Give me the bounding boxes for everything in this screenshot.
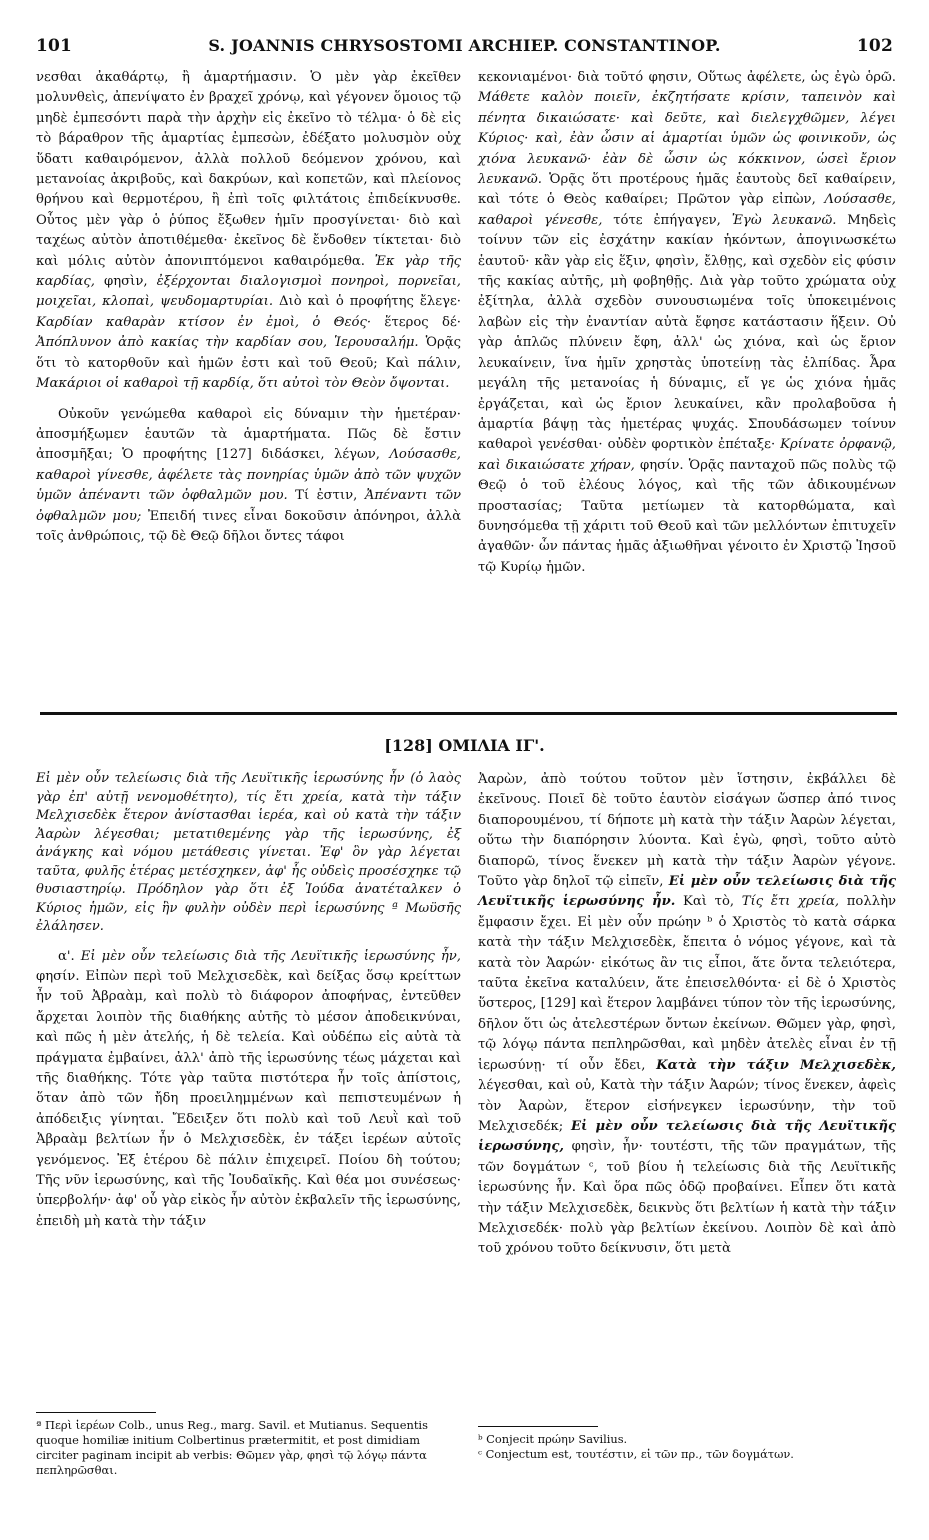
page-number-right: 102: [856, 36, 893, 56]
text-run: Διὸ καὶ ὁ προφήτης ἔλεγε·: [273, 294, 461, 310]
paragraph: [478, 770, 896, 1260]
text-run: τότε ἐπήγαγεν,: [602, 212, 732, 228]
text-run: Καὶ τὸ,: [675, 894, 742, 910]
footnote-c: ᶜ Conjectum est, τουτέστιν, εἰ τῶν πρ., τῶν δογμάτων.: [478, 1447, 794, 1461]
section-number: α'.: [58, 948, 81, 964]
quotation: Καρδίαν καθαρὰν κτίσον ἐν ἐμοὶ, ὁ Θεός·: [36, 314, 372, 330]
quotation: Μάθετε καλὸν ποιεῖν, ἐκζητήσατε κρίσιν, ταπεινὸν καὶ πένητα δικαιώσατε· καὶ δεῦτε, καὶ διελεγχθῶμεν, λέγει Κύριος· καὶ, ἐὰν ὦσιν αἱ ἁμαρτίαι ὑμῶν ὡς φοινικοῦν, ὡς χιόνα λευκανῶ· ἐὰν δὲ ὦσιν ὡς κόκκινον, ὡσεὶ ἔριον λευκανῶ.: [478, 90, 896, 188]
text-run: νεσθαι ἀκαθάρτῳ, ἢ ἁμαρτήμασιν. Ὁ μὲν γὰρ ἐκεῖθεν μολυνθεὶς, ἀπενίψατο ἐν βραχεῖ χρόνῳ, καὶ γέγονεν ὅμοιος τῷ μηδὲ ἐμπεσόντι παρὰ τὴν ἀρχὴν εἰς ἐκεῖνο τὸ τέλμα· ὁ δὲ εἰς τὸ βάραθρον τῆς ἁμαρτίας ἐμπεσὼν, ἐδέξατο μολυσμὸν οὐχ ὕδατι καθαιρόμενον, ἀλλὰ πολλοῦ δεόμενον χρόνου, καὶ μετανοίας ἀκριβοῦς, καὶ δακρύων, καὶ κοπετῶν, καὶ πλείονος θρήνου καὶ θερμοτέρου, ἢ ἐπὶ τοῖς φιλτάτοις ἐπιδείκνυσθε. Οὗτος μὲν γὰρ ὁ ῥύπος ἔξωθεν ἡμῖν προσγίνεται· διὸ καὶ ταχέως αὐτὸν ἀποτιθέμεθα· ἐκεῖνος δὲ ἔνδοθεν τίκτεται· διὸ καὶ μόλις αὐτὸν ἀπονιπτόμενοι καθαιρόμεθα.: [36, 70, 461, 269]
text-run: Μηδεὶς τοίνυν τῶν εἰς ἐσχάτην κακίαν ἡκόντων, ἀπογινωσκέτω ἑαυτοῦ· κἂν γὰρ εἰς ἕξιν, φησὶν, ἔλθῃς, καὶ σχεδὸν εἰς φύσιν τῆς κακίας αὐτῆς, μὴ φοβηθῇς. Διὰ γὰρ τοῦτο χρώματα οὐχ ἐξίτηλα, ἀλλὰ σχεδὸν συνουσιωμένα τοῖς ὑποκειμένοις λαβὼν εἰς τὴν ἐναντίαν αὐτὰ ἔφησε κατάστασιν ἥξειν. Οὐ γὰρ ἁπλῶς πλύνειν ἔφη, ἀλλ' ὡς χιόνα, καὶ ὡς ἔριον λευκαίνειν, ἵνα ἡμῖν χρηστὰς ὑποτείνῃ τὰς ἐλπίδας. Ἆρα μεγάλη τῆς μετανοίας ἡ δύναμις, εἴ γε ὡς χιόνα ἡμᾶς ἐργάζεται, καὶ ὡς ἔριον λευκαίνει, κἂν προλαβοῦσα ἡ ἁμαρτία βάψῃ τὰς ἡμετέρας ψυχάς. Σπουδάσωμεν τοίνυν καθαροὶ γενέσθαι· οὐδὲν φορτικὸν ἐπέταξε·: [478, 212, 896, 453]
left-column-top: [36, 68, 461, 557]
quotation: Εἰ μὲν οὖν τελείωσις διὰ τῆς Λευϊτικῆς ἱερωσύνης ἦν,: [80, 948, 462, 964]
quotation: Εἰ μὲν οὖν τελείωσις διὰ τῆς Λευϊτικῆς ἱερωσύνης ἦν.: [478, 874, 896, 910]
text-run: λέγεσθαι, καὶ οὐ, Κατὰ τὴν τάξιν Ἀαρών; τίνος ἕνεκεν, ἀφεὶς τὸν Ἀαρὼν, ἕτερον εἰσήνεγκεν ἱερωσύνην, τὴν τοῦ Μελχισεδέκ;: [478, 1078, 896, 1134]
text-run: φησὶν, ἦν· τουτέστι, τῆς τῶν πραγμάτων, τῆς τῶν δογμάτων ᶜ, τοῦ βίου ἡ τελείωσις διὰ τῆς Λευϊτικῆς ἱερωσύνης ἦν. Καὶ ὅρα πῶς ὁδῷ προβαίνει. Εἶπεν ὅτι κατὰ τὴν τάξιν Μελχισεδὲκ, δεικνὺς ὅτι βελτίων ἡ κατὰ τὴν τάξιν Μελχισεδέκ· πολὺ γὰρ βελτίων ἐκείνου. Λοιπὸν δὲ καὶ ἀπὸ τοῦ χρόνου τοῦτο δείκνυσιν, ὅτι μετὰ: [478, 1139, 896, 1257]
right-column-bottom: [478, 770, 896, 1270]
quotation: Λούσασθε, καθαροὶ γένεσθε,: [478, 192, 896, 228]
footnote-rule: [36, 1412, 156, 1413]
section-divider: [40, 712, 897, 715]
text-run: πολλὴν ἔμφασιν ἔχει. Εἰ μὲν οὖν πρώην ᵇ ὁ Χριστὸς τὸ κατὰ σάρκα κατὰ τὴν τάξιν Μελχισεδὲκ, ἔπειτα ὁ νόμος γέγονε, καὶ τὰ κατὰ τὸν Ἀαρών· εἰκότως ἂν τις εἶποι, ἅτε ὄντα τελειότερα, ταῦτα ἐκεῖνα καταλύειν, ἅτε ἐπεισελθόντα· εἰ δὲ ὁ Χριστὸς ὕστερος, [129] καὶ ἕτερον λαμβάνει τύπον τὸν τῆς ἱερωσύνης, δῆλον ὅτι ὡς ἀτελεστέρων ὄντων ἐκείνων. Θῶμεν γὰρ, φησὶ, τῷ λόγῳ πάντα πεπληρῶσθαι, καὶ μηδὲν ἀτελὲς εἶναι ἐν τῇ ἱερωσύνῃ· τί οὖν ἔδει,: [478, 894, 896, 1073]
paragraph: [478, 68, 896, 578]
footnote-b: ᵇ Conjecit πρώην Savilius.: [478, 1432, 628, 1446]
quotation: Τίς ἔτι χρεία,: [741, 894, 840, 910]
page-header: [36, 36, 893, 60]
quotation: Εἰ μὲν οὖν τελείωσις διὰ τῆς Λευϊτικῆς ἱερωσύνης,: [478, 1118, 896, 1155]
text-run: κεκονιαμένοι· διὰ τοῦτό φησιν, Οὕτως ἀφέλετε, ὡς ἐγὼ ὁρῶ.: [478, 70, 896, 85]
text-run: Ὁρᾷς ὅτι τὸ κατορθοῦν καὶ ἡμῶν ἐστι καὶ τοῦ Θεοῦ; Καὶ πάλιν,: [36, 335, 461, 371]
quotation: Ἀπέναντι τῶν ὀφθαλμῶν μου;: [36, 488, 462, 524]
text-run: φησίν. Ὁρᾷς πανταχοῦ πῶς πολὺς τῷ Θεῷ ὁ τοῦ ἐλέους λόγος, καὶ τῆς τῶν ἀδικουμένων προστασίας; Ταῦτα μετίωμεν τὰ κατορθώματα, καὶ δυνησόμεθα τῇ χάριτι τοῦ Θεοῦ καὶ τῶν μελλόντων ἐπιτυχεῖν ἀγαθῶν· ὧν πάντας ἡμᾶς ἀξιωθῆναι γένοιτο ἐν Χριστῷ Ἰησοῦ τῷ Κυρίῳ ἡμῶν.: [478, 457, 896, 575]
quotation: ἐξέρχονται διαλογισμοὶ πονηροὶ, πορνεῖαι, μοιχεῖαι, κλοπαὶ, ψευδομαρτυρίαι.: [36, 274, 461, 310]
quotation: Κατὰ τὴν τάξιν Μελχισεδὲκ,: [656, 1057, 896, 1073]
homily-heading: [128] ΟΜΙΛΙΑ ΙΓ'.: [384, 736, 545, 755]
text-run: ἕτερος δέ·: [371, 314, 461, 330]
text-run: Οὐκοῦν γενώμεθα καθαροὶ εἰς δύναμιν τὴν ἡμετέραν· ἀποσμήξωμεν ἑαυτῶν τὰ ἁμαρτήματα. Πῶς δὲ ἔστιν ἀποσμῆξαι; Ὁ προφήτης [127] διδάσκει, λέγων,: [36, 406, 461, 463]
page-number-left: 101: [36, 36, 73, 56]
text-run: Ἀαρὼν, ἀπὸ τούτου τοῦτον μὲν ἵστησιν, ἐκβάλλει δὲ ἐκεῖνους. Ποιεῖ δὲ τοῦτο ἑαυτὸν εἰσάγων ὥσπερ ἀπό τινος διαπορουμένου, τί δήποτε μὴ κατὰ τὴν τάξιν Ἀαρὼν λέγεται, οὕτω τὴν διαπόρησιν λύοντα. Καὶ ἐγὼ, φησὶ, τοῦτο αὐτὸ διαπορῶ, τίνος ἕνεκεν μὴ κατὰ τὴν τάξιν Ἀαρὼν γέγονε. Τοῦτο γὰρ δηλοῖ τῷ εἰπεῖν,: [478, 772, 896, 890]
footnotes-right: [478, 1432, 896, 1462]
text-run: φησὶν,: [94, 274, 157, 290]
quotation: Κρίνατε ὀρφανῷ, καὶ δικαιώσατε χήραν,: [478, 437, 896, 473]
footnote-rule: [478, 1426, 598, 1427]
quotation: Μακάριοι οἱ καθαροὶ τῇ καρδίᾳ, ὅτι αὐτοὶ τὸν Θεὸν ὄψονται.: [36, 376, 450, 392]
paragraph: [36, 947, 461, 1233]
right-column-top: [478, 68, 896, 588]
quotation: Ἐκ γὰρ τῆς καρδίας,: [36, 253, 461, 290]
quotation: Ἀπόπλυνον ἀπὸ κακίας τὴν καρδίαν σου, Ἱερουσαλήμ.: [36, 335, 419, 351]
paragraph: [36, 68, 461, 395]
text-run: Ἐπειδή τινες εἶναι δοκοῦσιν ἀπόνηροι, ἀλλὰ τοῖς ἀνθρώποις, τῷ δὲ Θεῷ δῆλοι ὄντες τάφοι: [36, 508, 461, 544]
text-run: Τί ἐστιν,: [287, 488, 365, 504]
footnote-a: ª Περὶ ἱερέων Colb., unus Reg., marg. Savil. et Mutianus. Sequentis quoque homiliæ initium Colbertinus prætermitit, et post dimidiam circiter paginam incipit ab verbis: Θῶμεν γὰρ, φησὶ τῷ λόγῳ πάντα πεπληρῶσθαι.: [36, 1418, 428, 1477]
lemma-text: Εἰ μὲν οὖν τελείωσις διὰ τῆς Λευϊτικῆς ἱερωσύνης ἦν (ὁ λαὸς γὰρ ἐπ' αὐτῇ νενομοθέτητο), τίς ἔτι χρεία, κατὰ τὴν τάξιν Μελχισεδὲκ ἕτερον ἀνίστασθαι ἱερέα, καὶ οὐ κατὰ τὴν τάξιν Ἀαρὼν λέγεσθαι; μετατιθεμένης γὰρ τῆς ἱερωσύνης, ἐξ ἀνάγκης καὶ νόμου μετάθεσις γίνεται. Ἐφ' ὃν γὰρ λέγεται ταῦτα, φυλῆς ἑτέρας μετέσχηκεν, ἀφ' ἧς οὐδεὶς προσέσχηκε τῷ θυσιαστηρίῳ. Πρόδηλον γὰρ ὅτι ἐξ Ἰούδα ἀνατέταλκεν ὁ Κύριος ἡμῶν, εἰς ἣν φυλὴν οὐδὲν περὶ ἱερωσύνης ª Μωϋσῆς ἐλάλησεν.: [36, 771, 461, 934]
running-title: S. JOANNIS CHRYSOSTOMI ARCHIEP. CONSTANTINOP.: [208, 36, 721, 55]
left-column-bottom: [36, 770, 461, 1242]
quotation: Ἐγὼ λευκανῶ.: [731, 212, 837, 228]
paragraph: [36, 405, 461, 548]
text-run: Ὁρᾷς ὅτι προτέρους ἡμᾶς ἑαυτοὺς δεῖ καθαίρειν, καὶ τότε ὁ Θεὸς καθαίρει; Πρῶτον γὰρ εἰπὼν,: [478, 172, 896, 208]
quotation: Λούσασθε, καθαροὶ γίνεσθε, ἀφέλετε τὰς πονηρίας ὑμῶν ἀπὸ τῶν ψυχῶν ὑμῶν ἀπέναντι τῶν ὀφθαλμῶν μου.: [36, 447, 461, 504]
text-run: φησίν. Εἰπὼν περὶ τοῦ Μελχισεδὲκ, καὶ δείξας ὅσῳ κρείττων ἦν τοῦ Ἀβραὰμ, καὶ πολὺ τὸ διάφορον ἀποφήνας, ἐντεῦθεν ἄρχεται λοιπὸν τῆς διαθήκης αὐτῆς τὸ μέσον ἀποδεικνύναι, καὶ πῶς ἡ μὲν ἀτελής, ἡ δὲ τελεία. Καὶ οὐδέπω εἰς αὐτὰ τὰ πράγματα ἐμβαίνει, ἀλλ' ἀπὸ τῆς ἱερωσύνης τέως μάχεται καὶ τῆς διαθήκης. Τότε γὰρ ταῦτα πιστότερα ἦν τοῖς ἀπίστοις, ὅταν ἀπὸ τῶν ἤδη προειλημμένων καὶ πεπιστευμένων ἡ ἀπόδειξις γίνηται. Ἔδειξεν ὅτι πολὺ καὶ τοῦ Λευῒ καὶ τοῦ Ἀβραὰμ βελτίων ἦν ὁ Μελχισεδὲκ, ἐν τάξει ἱερέων αὐτοῖς γενόμενος. Ἐξ ἑτέρου δὲ πάλιν ἐπιχειρεῖ. Ποίου δὴ τούτου; Τῆς νῦν ἱερωσύνης, καὶ τῆς Ἰουδαϊκῆς. Καὶ θέα μοι συνέσεως· ὑπερβολήν· ἀφ' οὗ γὰρ εἰκὸς ἦν αὐτὸν ἐκβαλεῖν τῆς ἱερωσύνης, ἐπειδὴ μὴ κατὰ τὴν τάξιν: [36, 968, 461, 1229]
